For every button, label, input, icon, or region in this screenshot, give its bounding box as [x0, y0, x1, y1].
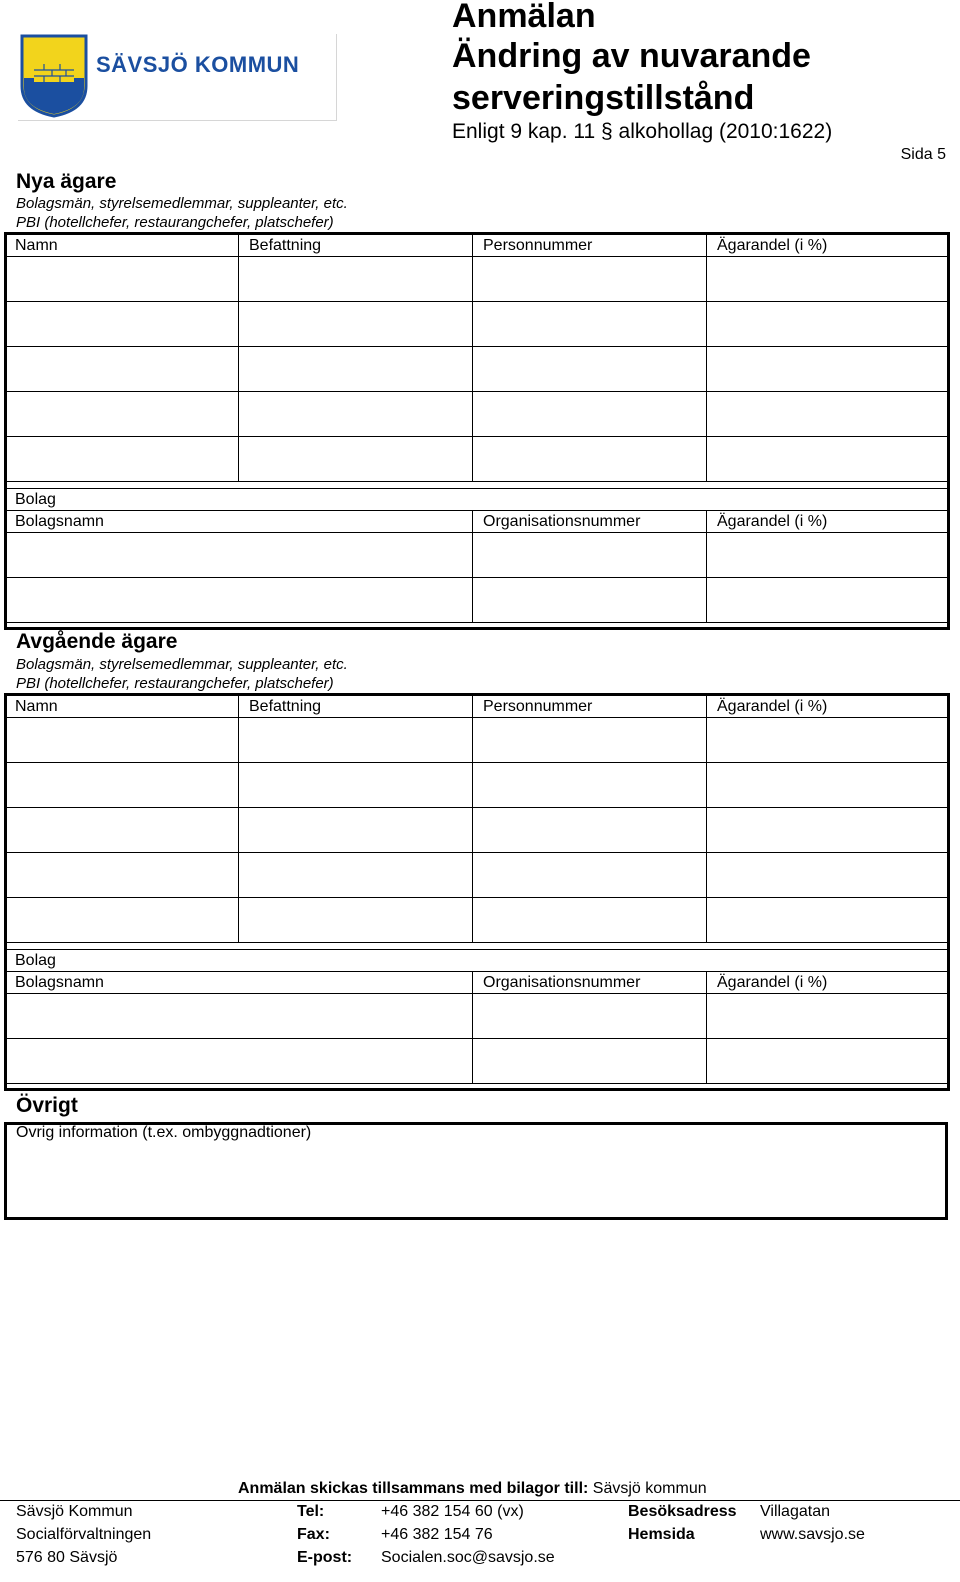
title-cell[interactable]: [239, 392, 473, 437]
footer-email-label: E-post:: [297, 1549, 353, 1566]
footer-divider: [0, 1500, 960, 1501]
title-cell[interactable]: [239, 808, 473, 853]
name-cell[interactable]: [5, 257, 239, 302]
other-info-label: Övrig information (t.ex. ombyggnadtioner): [16, 1124, 312, 1141]
share-cell[interactable]: [707, 347, 948, 392]
col-header-personal-number: Personnummer: [473, 235, 707, 257]
col-header-org-number: Organisationsnummer: [473, 511, 707, 533]
personal-number-cell[interactable]: [473, 808, 707, 853]
org-number-cell[interactable]: [473, 1039, 707, 1084]
footer-tel-label: Tel:: [297, 1503, 325, 1520]
company-label: Bolag: [5, 950, 948, 972]
title-cell[interactable]: [239, 302, 473, 347]
col-header-org-number: Organisationsnummer: [473, 972, 707, 994]
company-label: Bolag: [5, 489, 948, 511]
personal-number-cell[interactable]: [473, 763, 707, 808]
new-company-table: [4, 488, 948, 623]
personal-number-cell[interactable]: [473, 347, 707, 392]
share-cell[interactable]: [707, 392, 948, 437]
personal-number-cell[interactable]: [473, 718, 707, 763]
footer-fax: +46 382 154 76: [381, 1526, 493, 1543]
personal-number-cell[interactable]: [473, 853, 707, 898]
footer-tel: +46 382 154 60 (vx): [381, 1503, 524, 1520]
col-header-share: Ägarandel (i %): [707, 972, 948, 994]
title-cell[interactable]: [239, 437, 473, 482]
share-cell[interactable]: [707, 718, 948, 763]
title-cell[interactable]: [239, 763, 473, 808]
title-cell[interactable]: [239, 347, 473, 392]
title-cell[interactable]: [239, 718, 473, 763]
name-cell[interactable]: [5, 302, 239, 347]
footer-org: Sävsjö Kommun: [16, 1503, 133, 1520]
col-header-share: Ägarandel (i %): [707, 511, 948, 533]
share-cell[interactable]: [707, 763, 948, 808]
share-cell[interactable]: [707, 437, 948, 482]
footer-visit-address: Villagatan: [760, 1503, 830, 1520]
company-name-cell[interactable]: [5, 994, 473, 1039]
footer-send-label: Anmälan skickas tillsammans med bilagor till:: [238, 1480, 589, 1497]
col-header-share: Ägarandel (i %): [707, 235, 948, 257]
footer-fax-label: Fax:: [297, 1526, 330, 1543]
footer-postal-address: 576 80 Sävsjö: [16, 1549, 118, 1566]
form-title-line3: serveringstillstånd: [452, 79, 755, 117]
new-owners-note1: Bolagsmän, styrelsemedlemmar, suppleanter, etc.: [16, 195, 348, 212]
share-cell[interactable]: [707, 898, 948, 943]
leaving-company-table: [4, 949, 948, 1084]
share-cell[interactable]: [707, 853, 948, 898]
share-cell[interactable]: [707, 578, 948, 623]
personal-number-cell[interactable]: [473, 437, 707, 482]
footer-department: Socialförvaltningen: [16, 1526, 152, 1543]
org-number-cell[interactable]: [473, 578, 707, 623]
company-name-cell[interactable]: [5, 1039, 473, 1084]
title-cell[interactable]: [239, 257, 473, 302]
name-cell[interactable]: [5, 718, 239, 763]
form-subtitle: Enligt 9 kap. 11 § alkohollag (2010:1622): [452, 120, 833, 143]
col-header-company-name: Bolagsnamn: [5, 972, 473, 994]
org-number-cell[interactable]: [473, 994, 707, 1039]
col-header-personal-number: Personnummer: [473, 696, 707, 718]
leaving-owners-title: Avgående ägare: [16, 630, 178, 653]
share-cell[interactable]: [707, 994, 948, 1039]
footer-visit-label: Besöksadress: [628, 1503, 737, 1520]
coat-of-arms-icon: [20, 34, 88, 118]
personal-number-cell[interactable]: [473, 392, 707, 437]
form-title: Anmälan: [452, 0, 596, 35]
col-header-name: Namn: [5, 696, 239, 718]
name-cell[interactable]: [5, 392, 239, 437]
leaving-owners-table: [4, 695, 948, 943]
org-number-cell[interactable]: [473, 533, 707, 578]
name-cell[interactable]: [5, 763, 239, 808]
share-cell[interactable]: [707, 533, 948, 578]
name-cell[interactable]: [5, 808, 239, 853]
share-cell[interactable]: [707, 808, 948, 853]
col-header-share: Ägarandel (i %): [707, 696, 948, 718]
logo-text: SÄVSJÖ KOMMUN: [96, 52, 300, 77]
new-owners-table: [4, 234, 948, 482]
share-cell[interactable]: [707, 1039, 948, 1084]
share-cell[interactable]: [707, 302, 948, 347]
leaving-owners-note2: PBI (hotellchefer, restaurangchefer, platschefer): [16, 675, 334, 692]
footer-web-label: Hemsida: [628, 1526, 695, 1543]
page-number: Sida 5: [900, 146, 946, 163]
title-cell[interactable]: [239, 898, 473, 943]
col-header-title: Befattning: [239, 696, 473, 718]
col-header-name: Namn: [5, 235, 239, 257]
leaving-owners-note1: Bolagsmän, styrelsemedlemmar, suppleanter, etc.: [16, 656, 348, 673]
personal-number-cell[interactable]: [473, 257, 707, 302]
name-cell[interactable]: [5, 347, 239, 392]
share-cell[interactable]: [707, 257, 948, 302]
name-cell[interactable]: [5, 898, 239, 943]
company-name-cell[interactable]: [5, 578, 473, 623]
other-title: Övrigt: [16, 1094, 78, 1117]
new-owners-title: Nya ägare: [16, 170, 117, 193]
personal-number-cell[interactable]: [473, 302, 707, 347]
name-cell[interactable]: [5, 853, 239, 898]
personal-number-cell[interactable]: [473, 898, 707, 943]
name-cell[interactable]: [5, 437, 239, 482]
company-name-cell[interactable]: [5, 533, 473, 578]
new-owners-note2: PBI (hotellchefer, restaurangchefer, platschefer): [16, 214, 334, 231]
col-header-title: Befattning: [239, 235, 473, 257]
col-header-company-name: Bolagsnamn: [5, 511, 473, 533]
footer-send-to: Sävsjö kommun: [592, 1480, 707, 1497]
footer-web-link[interactable]: www.savsjo.se: [760, 1526, 865, 1543]
footer-send-info: [238, 1480, 707, 1498]
footer-email-link[interactable]: Socialen.soc@savsjo.se: [381, 1549, 555, 1566]
form-title-line2: Ändring av nuvarande: [452, 37, 811, 75]
title-cell[interactable]: [239, 853, 473, 898]
